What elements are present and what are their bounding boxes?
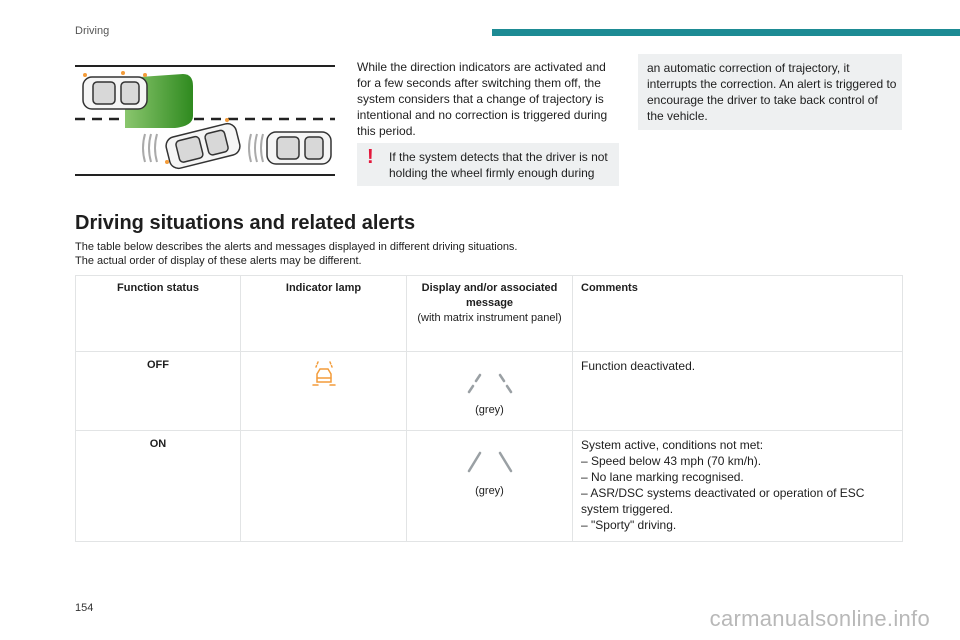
intro-line-1: The table below describes the alerts and messages displayed in different driving situations.	[75, 241, 518, 253]
lamp-cell	[241, 352, 407, 431]
comment-cell	[573, 431, 903, 542]
lane-keeping-off-lamp-icon	[309, 359, 339, 389]
display-caption: (grey)	[475, 404, 504, 416]
intro-line-2: The actual order of display of these alerts may be different.	[75, 255, 362, 267]
comment-line: – "Sporty" driving.	[581, 518, 677, 532]
display-cell	[407, 352, 573, 431]
comment-line: – Speed below 43 mph (70 km/h).	[581, 454, 762, 468]
display-caption: (grey)	[475, 485, 504, 497]
table-row	[76, 352, 903, 431]
continuation-box	[638, 54, 902, 130]
table-row	[76, 431, 903, 542]
car-right	[267, 132, 331, 164]
table-header-row	[76, 276, 903, 352]
lane-lines-dashed-grey-icon	[458, 370, 522, 394]
status-cell: OFF	[76, 352, 241, 431]
car-middle	[164, 122, 242, 170]
display-cell	[407, 431, 573, 542]
indicator-paragraph: While the direction indicators are activated and for a few seconds after switching them off, the system considers that a change of trajectory is intentional and no correction is triggered during this period.	[357, 60, 608, 138]
comment-line: Function deactivated.	[581, 359, 696, 373]
header-display-sub: (with matrix instrument panel)	[417, 312, 562, 324]
lane-lines-solid-grey-icon	[458, 449, 522, 473]
header-display-title: Display and/or associated message	[421, 282, 558, 309]
alerts-table	[75, 275, 903, 542]
comment-line: System active, conditions not met:	[581, 438, 764, 452]
continuation-text: an automatic correction of trajectory, it interrupts the correction. An alert is triggered to encourage the driver to take back control of the vehicle.	[647, 61, 897, 123]
exclamation-icon: !	[367, 146, 374, 168]
section-heading: Driving situations and related alerts	[75, 212, 416, 234]
watermark: carmanualsonline.info	[709, 606, 930, 631]
section-label: Driving	[75, 25, 110, 37]
lane-change-illustration	[75, 64, 335, 178]
header-display	[407, 276, 573, 352]
status-cell: ON	[76, 431, 241, 542]
header-comments: Comments	[573, 276, 903, 352]
header-accent-bar	[492, 29, 960, 36]
header-indicator-lamp: Indicator lamp	[241, 276, 407, 352]
car-upper	[83, 77, 147, 109]
comment-line: – ASR/DSC systems deactivated or operation of ESC system triggered.	[581, 486, 865, 516]
comment-cell	[573, 352, 903, 431]
warning-box	[357, 143, 619, 186]
comment-line: – No lane marking recognised.	[581, 470, 744, 484]
header-function-status: Function status	[76, 276, 241, 352]
page-number: 154	[75, 602, 94, 614]
lamp-cell	[241, 431, 407, 542]
section-intro	[75, 240, 518, 268]
warning-text: If the system detects that the driver is not holding the wheel firmly enough during	[389, 150, 608, 180]
